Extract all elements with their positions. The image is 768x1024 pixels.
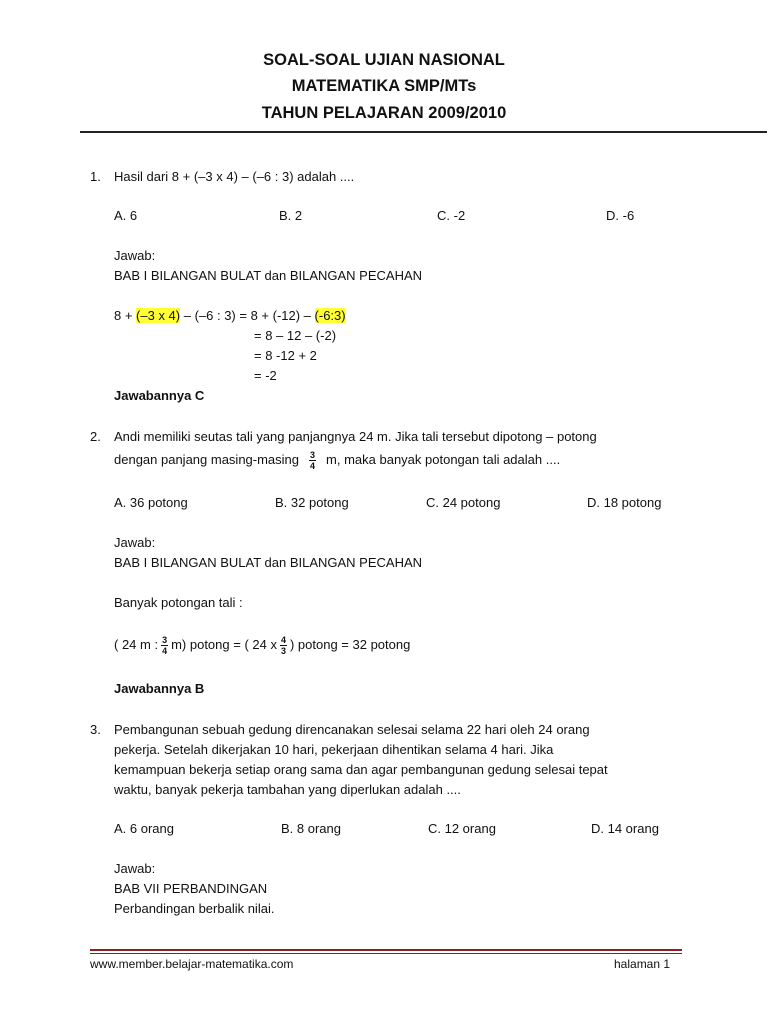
q2-option-d: D. 18 potong: [587, 495, 662, 510]
question-2-line-2: [114, 447, 560, 473]
q1-option-c: C. -2: [437, 208, 466, 223]
q3-subtopic: Perbandingan berbalik nilai.: [114, 901, 275, 916]
q2-calc-fraction-1: [161, 635, 168, 656]
q3-option-c: C. 12 orang: [428, 821, 496, 836]
page-title-line-1: SOAL-SOAL UJIAN NASIONAL: [263, 51, 505, 69]
footer-url: www.member.belajar-matematika.com: [90, 957, 294, 971]
q1-work-part: 8 +: [114, 308, 137, 323]
question-number-1: 1.: [90, 169, 101, 184]
q2-answer: Jawabannya B: [114, 681, 205, 696]
q2-calc-part-1: ( 24 m :: [114, 637, 159, 652]
footer-page-number: halaman 1: [614, 957, 671, 971]
q2-jawab-label: Jawab:: [114, 535, 156, 550]
header-divider: [80, 131, 767, 133]
question-3-line-3: kemampuan bekerja setiap orang sama dan agar pembangunan gedung selesai tepat: [114, 762, 608, 777]
q3-option-b: B. 8 orang: [281, 821, 341, 836]
page-title-line-3: TAHUN PELAJARAN 2009/2010: [261, 104, 507, 122]
q1-jawab-label: Jawab:: [114, 248, 156, 263]
q2-calc-fraction-1-den: 4: [162, 646, 168, 657]
q2-line-2-start: dengan panjang masing-masing: [114, 452, 300, 467]
footer-divider-thin: [90, 953, 682, 954]
question-3-line-2: pekerja. Setelah dikerjakan 10 hari, pekerjaan dihentikan selama 4 hari. Jika: [114, 742, 554, 757]
q3-option-a: A. 6 orang: [114, 821, 174, 836]
q2-intro: Banyak potongan tali :: [114, 595, 243, 610]
question-3-line-1: Pembangunan sebuah gedung direncanakan selesai selama 22 hari oleh 24 orang: [114, 722, 590, 737]
q1-chapter: BAB I BILANGAN BULAT dan BILANGAN PECAHAN: [114, 268, 423, 283]
q3-jawab-label: Jawab:: [114, 861, 156, 876]
q2-calc-fraction-1-num: 3: [162, 635, 168, 646]
q1-highlight-1: (–3 x 4): [136, 308, 181, 323]
q1-work-part: – (–6 : 3) = 8 + (-12) –: [180, 308, 315, 323]
q1-work-line-4: = -2: [254, 368, 277, 383]
page-title-line-2: MATEMATIKA SMP/MTs: [291, 77, 477, 95]
q1-work-line-1: [114, 307, 346, 325]
q3-chapter: BAB VII PERBANDINGAN: [114, 881, 268, 896]
q1-highlight-2: (-6:3): [314, 308, 346, 323]
q2-option-b: B. 32 potong: [275, 495, 349, 510]
q2-fraction-denominator: 4: [310, 461, 316, 472]
question-3-line-4: waktu, banyak pekerja tambahan yang diperlukan adalah ....: [114, 782, 461, 797]
q2-chapter: BAB I BILANGAN BULAT dan BILANGAN PECAHAN: [114, 555, 423, 570]
q2-calculation: [114, 632, 410, 658]
q1-option-b: B. 2: [279, 208, 303, 223]
q2-option-a: A. 36 potong: [114, 495, 188, 510]
q2-fraction: [309, 450, 316, 471]
q2-line-2-end: m, maka banyak potongan tali adalah ....: [326, 452, 561, 467]
question-1-text: Hasil dari 8 + (–3 x 4) – (–6 : 3) adalah ....: [114, 169, 355, 184]
footer-divider: [90, 949, 682, 951]
q1-work-line-3: = 8 -12 + 2: [254, 348, 317, 363]
q2-calc-fraction-2-num: 4: [280, 635, 286, 646]
question-number-3: 3.: [90, 722, 101, 737]
q1-option-d: D. -6: [606, 208, 635, 223]
q2-fraction-numerator: 3: [310, 450, 316, 461]
q1-option-a: A. 6: [114, 208, 138, 223]
question-number-2: 2.: [90, 429, 101, 444]
q2-calc-part-3: ) potong = 32 potong: [289, 637, 411, 652]
q1-answer: Jawabannya C: [114, 388, 205, 403]
q2-calc-fraction-2: [280, 635, 287, 656]
q2-option-c: C. 24 potong: [426, 495, 501, 510]
q3-option-d: D. 14 orang: [591, 821, 659, 836]
q2-calc-part-2: m) potong = ( 24 x: [171, 637, 277, 652]
q2-calc-fraction-2-den: 3: [280, 646, 286, 657]
q1-work-line-2: = 8 – 12 – (-2): [254, 328, 337, 343]
question-2-line-1: Andi memiliki seutas tali yang panjangnya 24 m. Jika tali tersebut dipotong – potong: [114, 429, 597, 444]
